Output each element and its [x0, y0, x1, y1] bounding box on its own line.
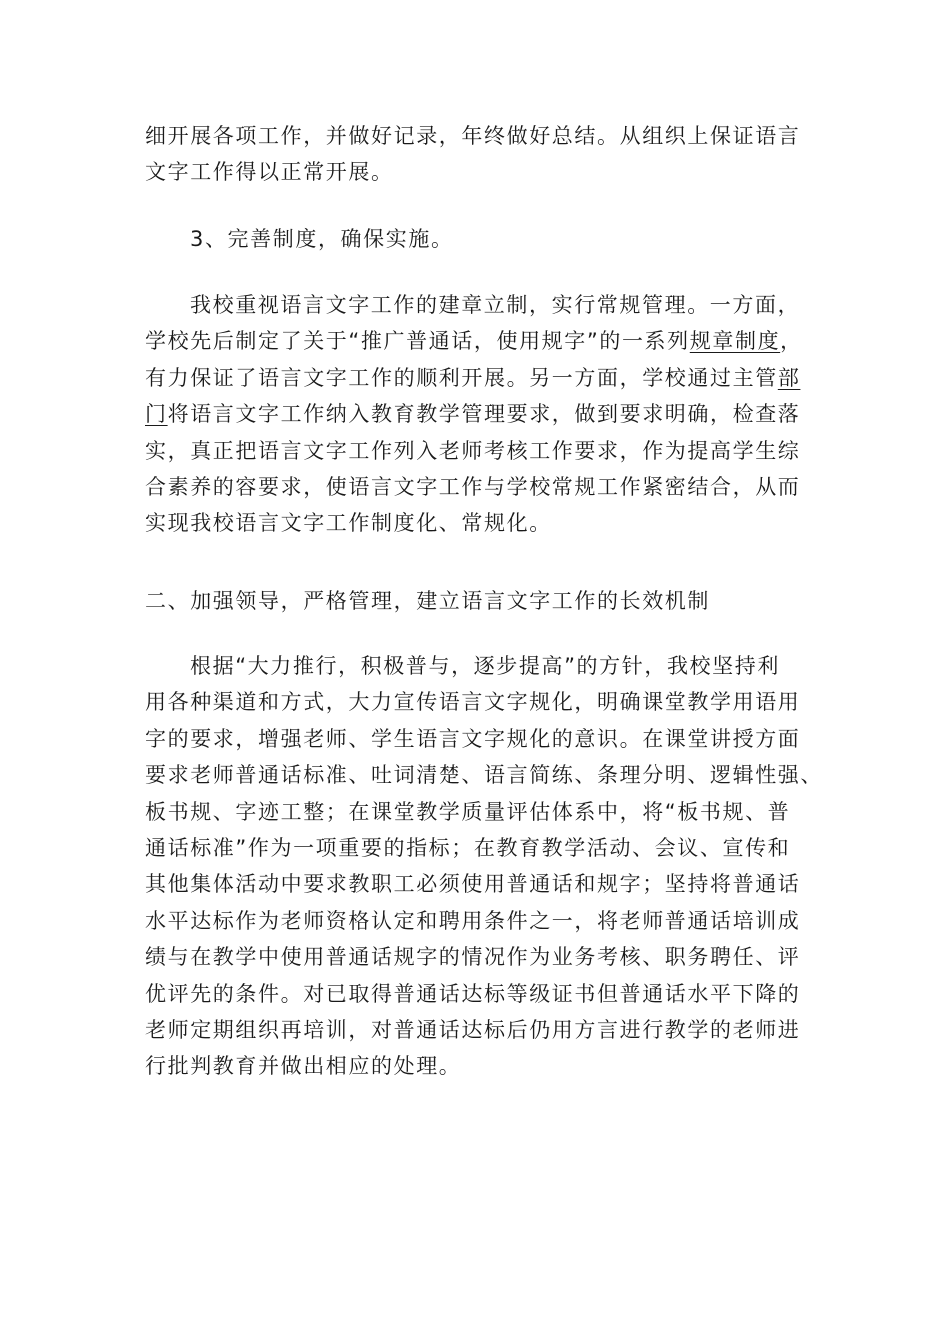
text-line: 老师定期组织再培训，对普通话达标后仍用方言进行教学的老师进	[145, 1018, 801, 1043]
link-department-part1[interactable]: 部	[777, 365, 801, 390]
text-span: 将语言文字工作纳入教育教学管理要求，做到要求明确，检查落	[167, 402, 801, 427]
paragraph-continuation	[145, 118, 815, 191]
text-line: 用各种渠道和方式，大力宣传语言文字规化，明确课堂教学用语用	[145, 690, 801, 715]
section-heading-2	[145, 583, 815, 619]
text-line: 实现我校语言文字工作制度化、常规化。	[145, 511, 552, 536]
text-span: ，	[780, 329, 803, 354]
subsection-heading-3	[145, 221, 815, 257]
section-heading-text: 二、加强领导，严格管理，建立语言文字工作的长效机制	[145, 589, 710, 613]
text-line: 水平达标作为老师资格认定和聘用条件之一，将老师普通话培训成	[145, 908, 801, 933]
paragraph-regulations	[145, 287, 815, 542]
text-line: 实，真正把语言文字工作列入老师考核工作要求，作为提高学生综	[145, 438, 801, 463]
text-line: 要求老师普通话标准、吐词清楚、语言简练、条理分明、逻辑性强、	[145, 763, 823, 788]
text-line	[145, 360, 815, 396]
text-line	[145, 323, 815, 359]
text-line: 文字工作得以正常开展。	[145, 160, 394, 185]
text-span: 学校先后制定了关于“推广普通话，使用规字”的一系列	[145, 329, 690, 354]
paragraph-policy	[145, 648, 823, 1085]
text-line: 绩与在教学中使用普通话规字的情况作为业务考核、职务聘任、评	[145, 945, 801, 970]
text-line: 其他集体活动中要求教职工必须使用普通话和规字；坚持将普通话	[145, 872, 801, 897]
link-department-part2[interactable]: 门	[145, 402, 168, 427]
text-line: 细开展各项工作，并做好记录，年终做好总结。从组织上保证语言	[145, 124, 801, 148]
text-line: 通话标准”作为一项重要的指标；在教育教学活动、会议、宣传和	[145, 836, 791, 861]
text-span: 有力保证了语言文字工作的顺利开展。另一方面，学校通过主管	[145, 365, 778, 390]
text-line: 合素养的容要求，使语言文字工作与学校常规工作紧密结合，从而	[145, 475, 801, 500]
text-line: 字的要求，增强老师、学生语言文字规化的意识。在课堂讲授方面	[145, 726, 801, 751]
subsection-heading-text: 3、完善制度，确保实施。	[190, 227, 454, 251]
text-line: 优评先的条件。对已取得普通话达标等级证书但普通话水平下降的	[145, 981, 801, 1006]
text-line: 行批判教育并做出相应的处理。	[145, 1054, 462, 1079]
text-line: 板书规、字迹工整；在课堂教学质量评估体系中，将“板书规、普	[145, 799, 791, 824]
link-regulations[interactable]: 规章制度	[689, 329, 781, 354]
text-line	[145, 396, 815, 432]
text-line: 我校重视语言文字工作的建章立制，实行常规管理。一方面，	[190, 293, 801, 317]
text-line: 根据“大力推行，积极普与，逐步提高”的方针，我校坚持利	[190, 654, 780, 678]
